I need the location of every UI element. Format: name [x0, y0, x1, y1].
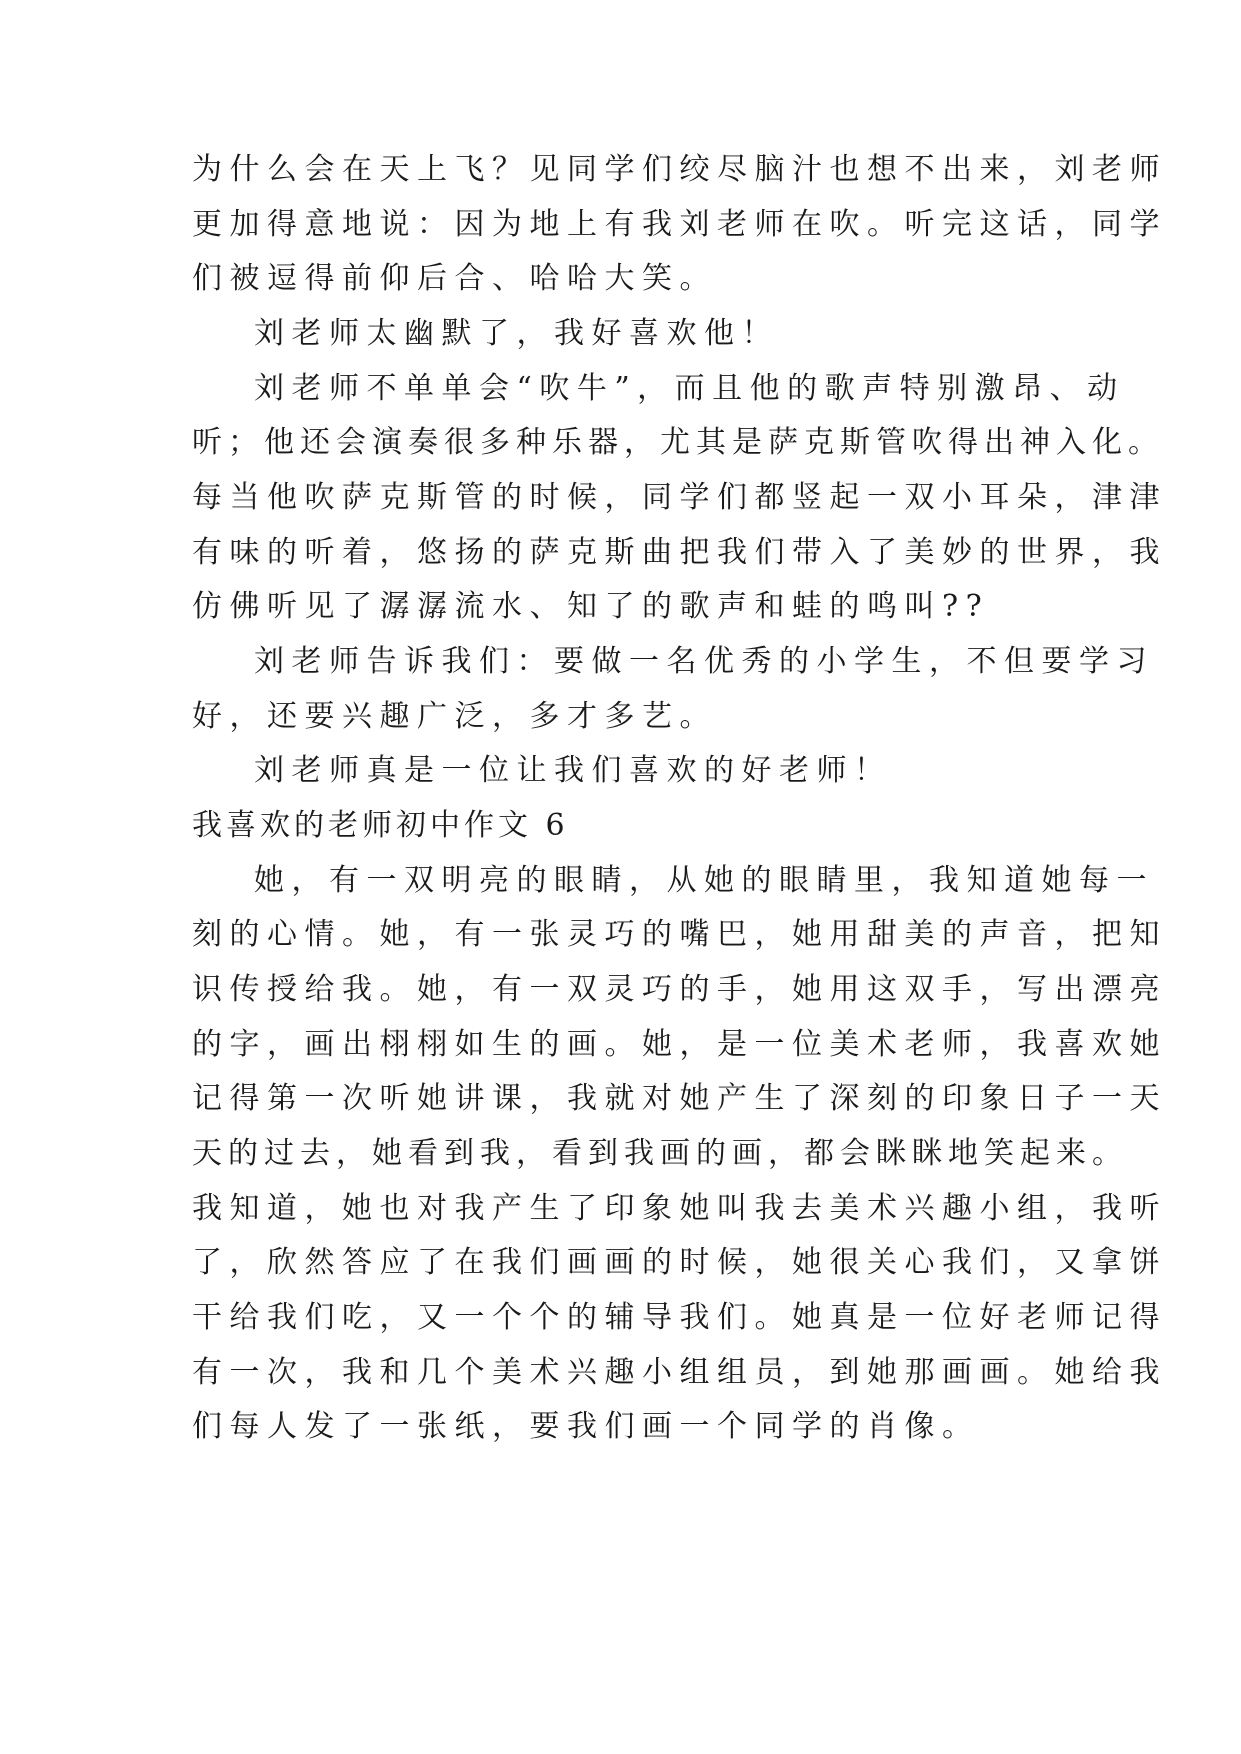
paragraph-line: 有味的听着，悠扬的萨克斯曲把我们带入了美妙的世界，我 — [192, 535, 1167, 570]
paragraph-line: 刘老师真是一位让我们喜欢的好老师！ — [254, 753, 892, 788]
paragraph-line: 识传授给我。她，有一双灵巧的手，她用这双手，写出漂亮 — [192, 972, 1167, 1007]
paragraph-line: 听；他还会演奏很多种乐器，尤其是萨克斯管吹得出神入化。 — [192, 425, 1164, 460]
paragraph-line: 好，还要兴趣广泛，多才多艺。 — [192, 699, 717, 734]
paragraph-line: 她，有一双明亮的眼睛，从她的眼睛里，我知道她每一 — [254, 863, 1154, 898]
paragraph-line: 干给我们吃，又一个个的辅导我们。她真是一位好老师记得 — [192, 1300, 1167, 1335]
paragraph-line: 刘老师不单单会“吹牛”，而且他的歌声特别激昂、动 — [254, 371, 1125, 406]
section-heading: 我喜欢的老师初中作文 6 — [192, 808, 569, 843]
paragraph-line: 我知道，她也对我产生了印象她叫我去美术兴趣小组，我听 — [192, 1191, 1167, 1226]
paragraph-line: 刘老师太幽默了，我好喜欢他！ — [254, 316, 779, 351]
paragraph-line: 的字，画出栩栩如生的画。她，是一位美术老师，我喜欢她 — [192, 1027, 1167, 1062]
paragraph-line: 了，欣然答应了在我们画画的时候，她很关心我们，又拿饼 — [192, 1245, 1167, 1280]
paragraph-line: 们每人发了一张纸，要我们画一个同学的肖像。 — [192, 1409, 980, 1444]
paragraph-line: 仿佛听见了潺潺流水、知了的歌声和蛙的鸣叫?? — [192, 589, 990, 624]
paragraph-line: 记得第一次听她讲课，我就对她产生了深刻的印象日子一天 — [192, 1081, 1167, 1116]
paragraph-line: 有一次，我和几个美术兴趣小组组员，到她那画画。她给我 — [192, 1355, 1167, 1390]
paragraph-line: 刘老师告诉我们：要做一名优秀的小学生，不但要学习 — [254, 644, 1154, 679]
paragraph-line: 更加得意地说：因为地上有我刘老师在吹。听完这话，同学 — [192, 207, 1167, 242]
paragraph-line: 天的过去，她看到我，看到我画的画，都会眯眯地笑起来。 — [192, 1136, 1128, 1171]
paragraph-line: 刻的心情。她，有一张灵巧的嘴巴，她用甜美的声音，把知 — [192, 917, 1167, 952]
paragraph-line: 为什么会在天上飞？见同学们绞尽脑汁也想不出来，刘老师 — [192, 152, 1167, 187]
paragraph-line: 每当他吹萨克斯管的时候，同学们都竖起一双小耳朵，津津 — [192, 480, 1167, 515]
paragraph-line: 们被逗得前仰后合、哈哈大笑。 — [192, 261, 717, 296]
